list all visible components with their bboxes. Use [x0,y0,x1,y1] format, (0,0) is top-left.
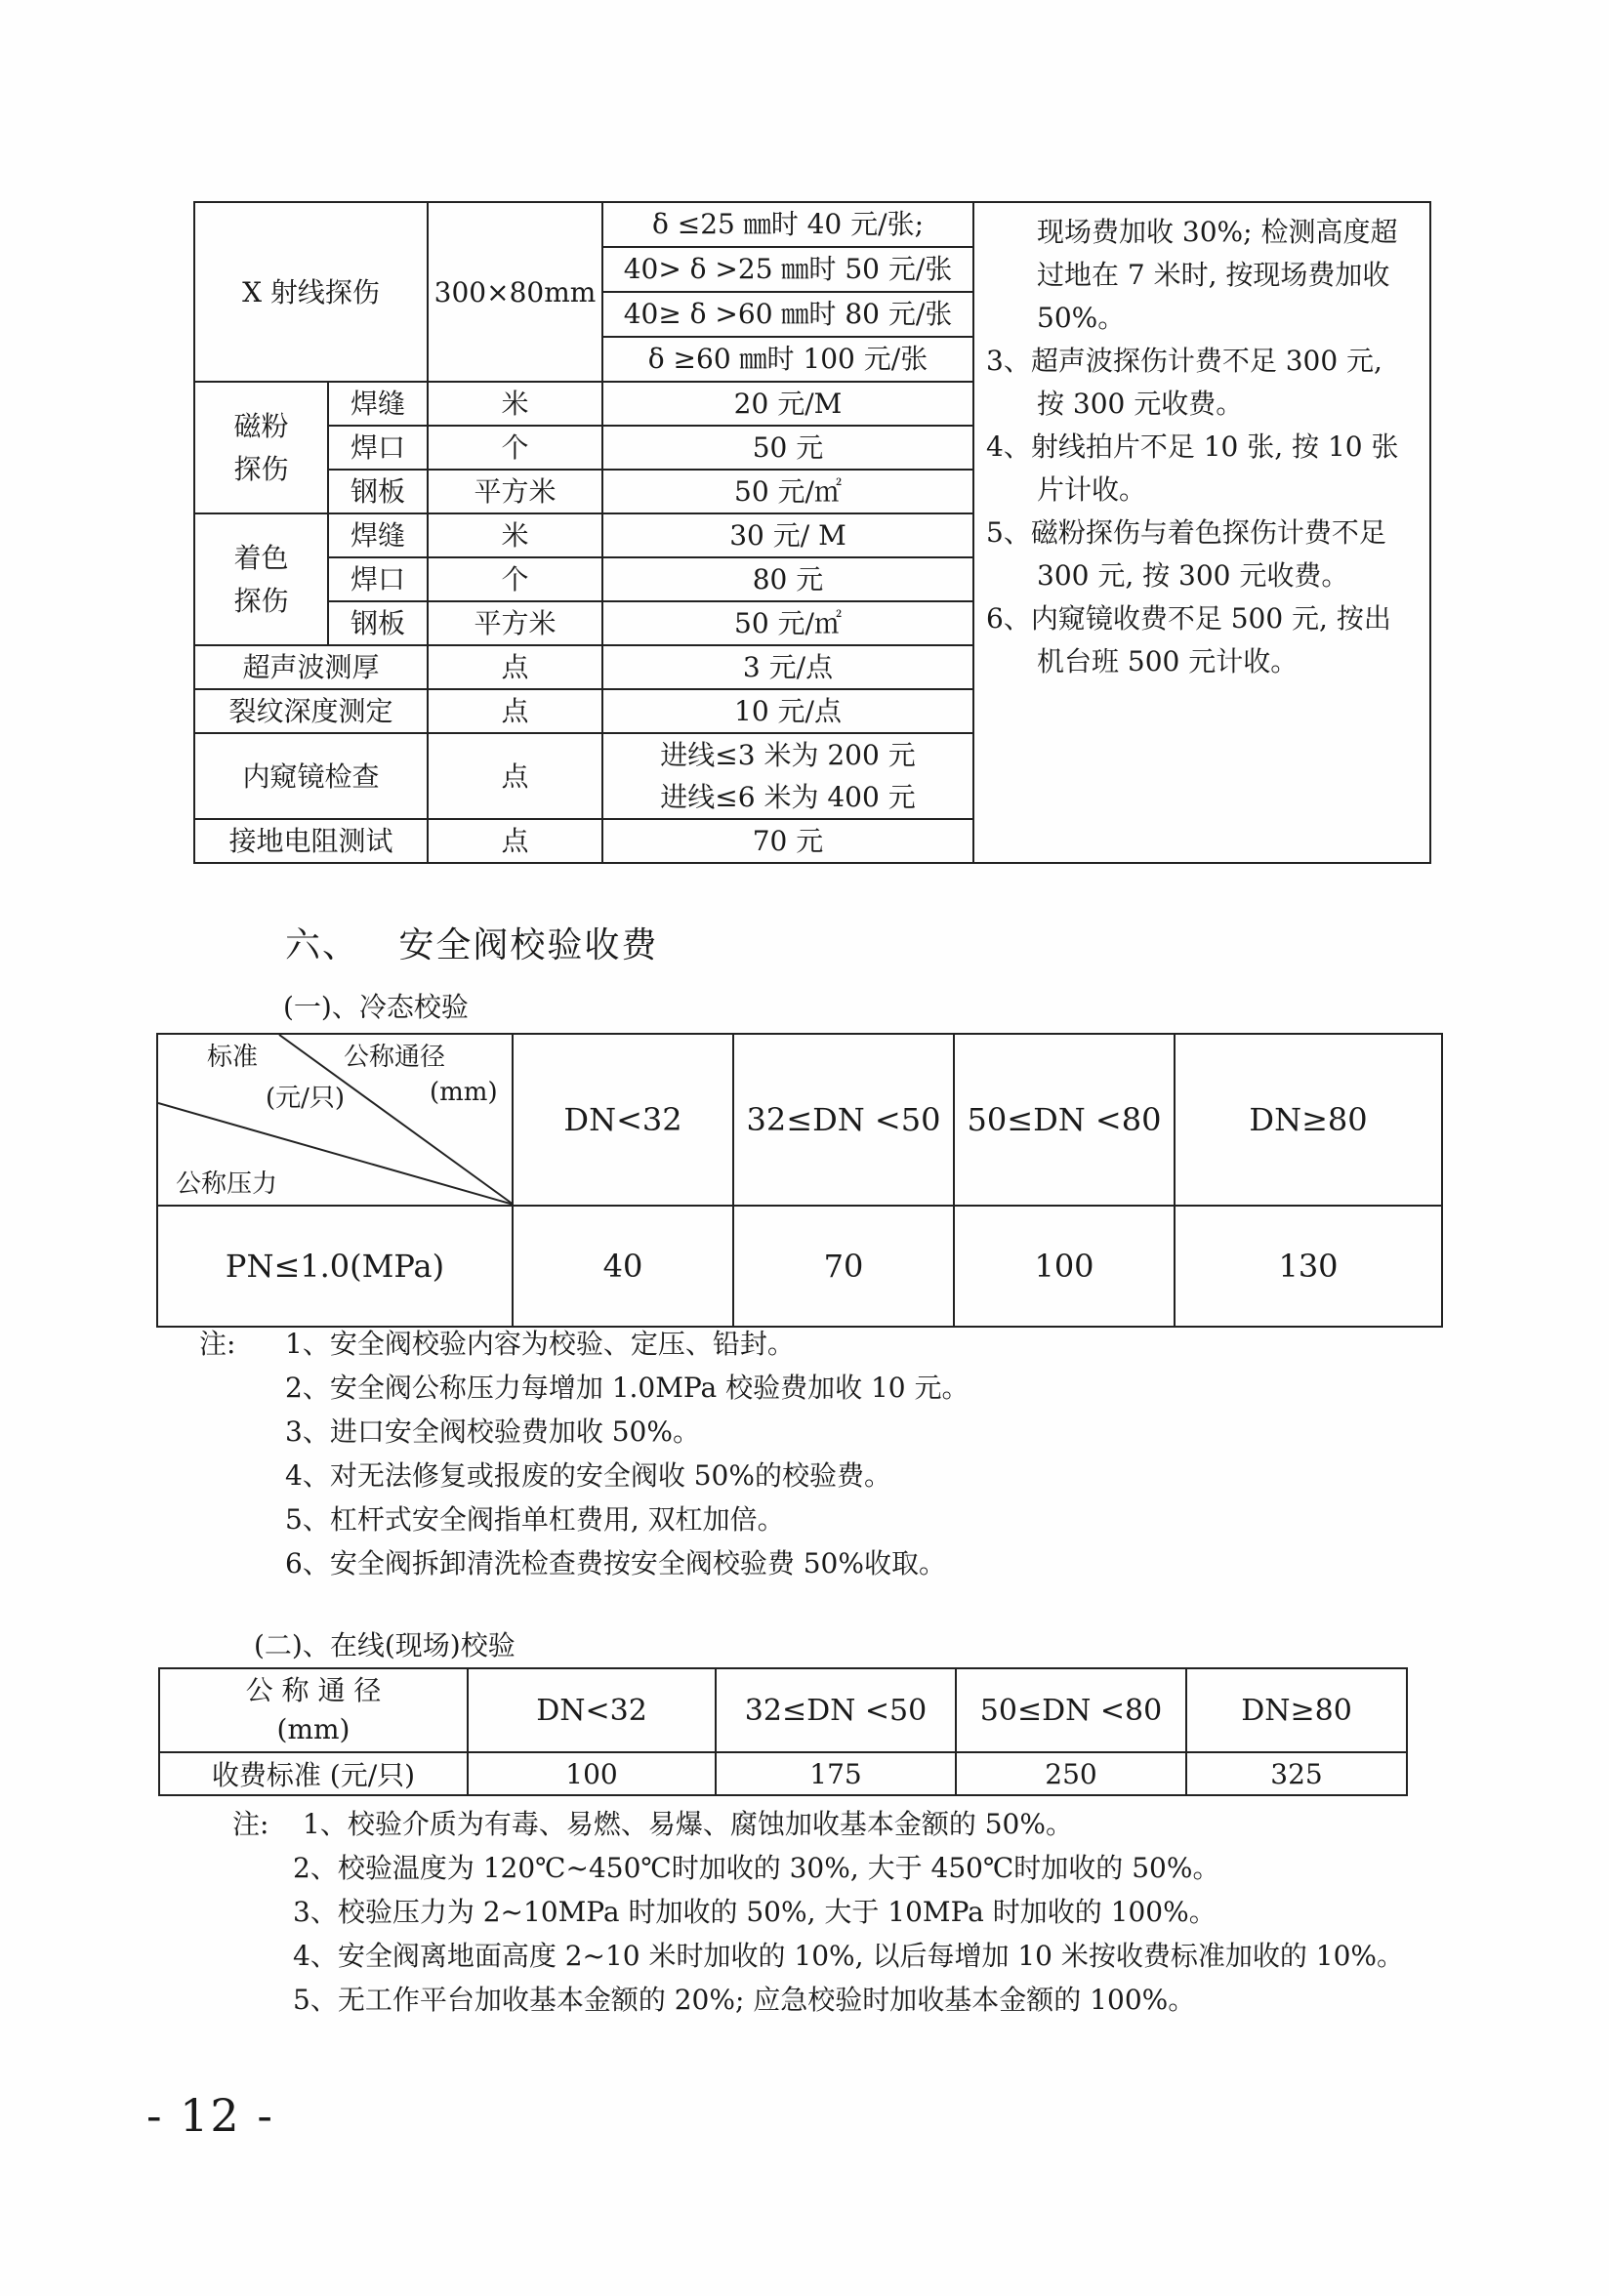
magnetic-label-1: 磁粉 [233,409,289,442]
endoscope-price-1: 进线≤3 米为 200 元 [602,733,973,776]
cold-header-diagonal-cell [157,1034,513,1206]
cold-col-header: DN<32 [513,1034,733,1206]
online-col-header: DN≥80 [1186,1668,1407,1752]
online-subtitle: (二)、在线(现场)校验 [254,1629,516,1661]
dye-price: 30 元/ M [602,513,973,557]
cold-value: 70 [733,1206,954,1327]
online-header-1: 公 称 通 径 [245,1674,382,1706]
cold-col-header: 32≤DN <50 [733,1034,954,1206]
online-note: 2、校验温度为 120℃~450℃时加收的 30%, 大于 450℃时加收的 50%。 [293,1852,1220,1884]
magnetic-unit: 个 [428,426,602,470]
cold-notes-prefix: 注: [199,1328,236,1360]
dye-unit: 个 [428,557,602,601]
header-standard: 标准 [207,1043,259,1072]
dye-price: 50 元/㎡ [602,601,973,645]
online-value: 325 [1186,1752,1407,1795]
magnetic-item: 钢板 [328,470,428,513]
magnetic-unit: 米 [428,382,602,426]
cold-note: 1、安全阀校验内容为校验、定压、铅封。 [285,1328,795,1360]
cold-row-label: PN≤1.0(MPa) [157,1206,513,1327]
cold-value: 130 [1175,1206,1442,1327]
crack-label: 裂纹深度测定 [194,689,428,733]
section-number: 六、 [285,925,360,965]
grounding-label: 接地电阻测试 [194,819,428,863]
online-value: 250 [956,1752,1186,1795]
cold-subtitle: (一)、冷态校验 [283,991,469,1023]
ultrasonic-unit: 点 [428,645,602,689]
grounding-price: 70 元 [602,819,973,863]
endoscope-unit: 点 [428,733,602,819]
online-value: 175 [716,1752,956,1795]
ultrasonic-label: 超声波测厚 [194,645,428,689]
crack-unit: 点 [428,689,602,733]
magnetic-price: 20 元/M [602,382,973,426]
online-note: 3、校验压力为 2~10MPa 时加收的 50%, 大于 10MPa 时加收的 100%。 [293,1896,1217,1928]
cold-value: 40 [513,1206,733,1327]
xray-label: X 射线探伤 [194,202,428,382]
dye-price: 80 元 [602,557,973,601]
ndt-note-line: 片计收。 [1037,473,1147,506]
ndt-note-line: 5、磁粉探伤与着色探伤计费不足 [986,516,1386,549]
ndt-note-line: 机台班 500 元计收。 [1037,645,1299,677]
cold-notes [285,1322,970,1585]
cold-value: 100 [954,1206,1175,1327]
online-note: 4、安全阀离地面高度 2~10 米时加收的 10%, 以后每增加 10 米按收费标准加收的 10%。 [293,1940,1405,1972]
dye-unit: 米 [428,513,602,557]
ndt-note-line: 6、内窥镜收费不足 500 元, 按出 [986,602,1391,635]
xray-price-4: δ ≥60 ㎜时 100 元/张 [602,337,973,382]
cold-test-table [156,1033,1443,1328]
dye-label-1: 着色 [233,541,289,574]
online-row-label: 收费标准 (元/只) [159,1752,468,1795]
header-yuan: (元/只) [266,1084,346,1113]
online-test-table [158,1667,1408,1796]
ndt-note-line: 300 元, 按 300 元收费。 [1037,559,1349,592]
ndt-note-line: 4、射线拍片不足 10 张, 按 10 张 [986,430,1399,463]
section-six-heading [285,918,658,967]
online-notes-prefix: 注: [232,1808,269,1840]
endoscope-label: 内窥镜检查 [194,733,428,819]
ndt-note-line: 现场费加收 30%; 检测高度超 [1037,216,1398,248]
header-dn: 公称通径 [344,1043,446,1072]
magnetic-label [194,382,328,513]
section-title: 安全阀校验收费 [398,925,659,965]
crack-price: 10 元/点 [602,689,973,733]
cold-note: 2、安全阀公称压力每增加 1.0MPa 校验费加收 10 元。 [285,1372,970,1404]
online-header-2: (mm) [276,1713,351,1745]
cold-note: 4、对无法修复或报废的安全阀收 50%的校验费。 [285,1459,891,1492]
online-col-header: 50≤DN <80 [956,1668,1186,1752]
page-number: - 12 - [146,2089,274,2142]
header-pressure: 公称压力 [176,1169,278,1199]
ultrasonic-price: 3 元/点 [602,645,973,689]
ndt-note-line: 按 300 元收费。 [1037,388,1244,420]
dye-unit: 平方米 [428,601,602,645]
cold-col-header: DN≥80 [1175,1034,1442,1206]
magnetic-item: 焊口 [328,426,428,470]
endoscope-price-2: 进线≤6 米为 400 元 [602,776,973,819]
online-col-header: 32≤DN <50 [716,1668,956,1752]
ndt-note-line: 过地在 7 米时, 按现场费加收 [1037,259,1390,291]
xray-price-1: δ ≤25 ㎜时 40 元/张; [602,202,973,247]
online-header-label [159,1668,468,1752]
magnetic-label-2: 探伤 [233,452,289,485]
xray-price-3: 40≥ δ >60 ㎜时 80 元/张 [602,292,973,337]
dye-item: 焊缝 [328,513,428,557]
dye-item: 钢板 [328,601,428,645]
cold-note: 5、杠杆式安全阀指单杠费用, 双杠加倍。 [285,1503,785,1536]
cold-note: 6、安全阀拆卸清洗检查费按安全阀校验费 50%收取。 [285,1547,946,1579]
dye-item: 焊口 [328,557,428,601]
ndt-note-line: 50%。 [1037,302,1126,334]
magnetic-item: 焊缝 [328,382,428,426]
online-notes [293,1802,1404,2022]
dye-label-2: 探伤 [233,584,289,617]
ndt-note-line: 3、超声波探伤计费不足 300 元, [986,345,1382,377]
cold-note: 3、进口安全阀校验费加收 50%。 [285,1415,700,1448]
xray-price-2: 40> δ >25 ㎜时 50 元/张 [602,247,973,292]
online-note: 1、校验介质为有毒、易燃、易爆、腐蚀加收基本金额的 50%。 [303,1808,1073,1840]
ndt-fee-table [193,201,1431,864]
ndt-notes [973,202,1430,863]
grounding-unit: 点 [428,819,602,863]
online-col-header: DN<32 [468,1668,716,1752]
online-note: 5、无工作平台加收基本金额的 20%; 应急校验时加收基本金额的 100%。 [293,1984,1196,2016]
xray-unit: 300×80mm [428,202,602,382]
cold-col-header: 50≤DN <80 [954,1034,1175,1206]
header-mm: (mm) [430,1078,498,1107]
magnetic-unit: 平方米 [428,470,602,513]
magnetic-price: 50 元/㎡ [602,470,973,513]
magnetic-price: 50 元 [602,426,973,470]
dye-label [194,513,328,645]
online-value: 100 [468,1752,716,1795]
